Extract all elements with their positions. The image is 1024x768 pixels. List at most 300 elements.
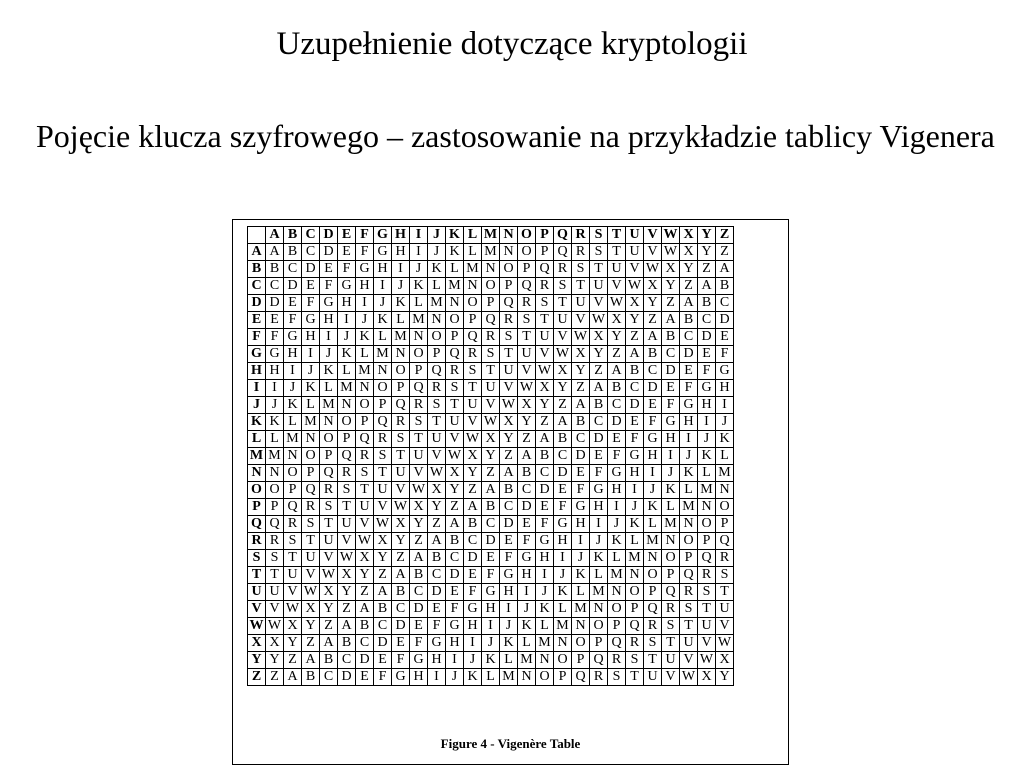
table-cell: N [320,414,338,431]
table-cell: N [302,431,320,448]
table-cell: X [644,278,662,295]
table-cell: C [482,516,500,533]
table-cell: N [410,329,428,346]
table-cell: G [374,244,392,261]
table-cell: S [554,278,572,295]
table-cell: L [392,312,410,329]
table-cell: B [608,380,626,397]
table-cell: J [626,499,644,516]
table-cell: S [302,516,320,533]
table-cell: I [464,635,482,652]
table-cell: V [284,584,302,601]
table-cell: K [266,414,284,431]
table-cell: A [464,499,482,516]
table-cell: W [662,244,680,261]
table-cell: J [284,380,302,397]
row-header-cell: D [248,295,266,312]
table-cell: R [662,601,680,618]
table-cell: W [518,380,536,397]
table-cell: U [428,431,446,448]
table-cell: T [428,414,446,431]
table-cell: G [446,618,464,635]
table-cell: I [644,465,662,482]
table-cell: I [554,550,572,567]
table-cell: P [572,652,590,669]
table-cell: L [356,346,374,363]
table-cell: S [374,448,392,465]
table-cell: C [698,312,716,329]
table-cell: W [536,363,554,380]
table-cell: J [590,533,608,550]
table-cell: M [266,448,284,465]
table-cell: V [626,261,644,278]
table-cell: X [554,363,572,380]
table-cell: K [284,397,302,414]
table-cell: L [626,533,644,550]
table-cell: O [392,363,410,380]
table-cell: S [266,550,284,567]
table-cell: N [608,584,626,601]
row-header-cell: P [248,499,266,516]
table-cell: Y [266,652,284,669]
table-cell: L [374,329,392,346]
slide-subtitle: Pojęcie klucza szyfrowego – zastosowanie na przykładzie tablicy Vigenera [36,118,995,154]
table-cell: W [302,584,320,601]
table-cell: F [320,278,338,295]
column-header-cell: U [626,227,644,244]
column-header-cell: B [284,227,302,244]
table-cell: G [464,601,482,618]
table-row [248,584,734,601]
table-cell: T [320,516,338,533]
table-cell: C [320,669,338,686]
table-cell: S [338,482,356,499]
table-cell: K [428,261,446,278]
table-cell: B [392,584,410,601]
table-cell: S [644,635,662,652]
table-cell: U [608,261,626,278]
table-cell: L [680,482,698,499]
table-cell: R [392,414,410,431]
table-row [248,397,734,414]
table-cell: S [716,567,734,584]
table-cell: J [554,567,572,584]
table-cell: C [410,584,428,601]
table-cell: X [500,414,518,431]
table-cell: J [428,244,446,261]
table-cell: K [302,380,320,397]
table-cell: W [284,601,302,618]
table-cell: E [572,465,590,482]
table-cell: S [446,380,464,397]
table-cell: R [644,618,662,635]
table-cell: V [716,618,734,635]
table-cell: T [374,465,392,482]
table-cell: B [446,533,464,550]
table-cell: Q [374,414,392,431]
table-cell: W [590,312,608,329]
table-cell: A [374,584,392,601]
table-cell: N [644,550,662,567]
table-cell: V [428,448,446,465]
table-cell: X [284,618,302,635]
table-cell: F [626,431,644,448]
table-cell: K [374,312,392,329]
table-cell: M [572,601,590,618]
table-cell: K [446,244,464,261]
table-cell: U [266,584,284,601]
table-cell: R [266,533,284,550]
table-cell: U [410,448,428,465]
table-cell: Q [554,244,572,261]
row-header-cell: U [248,584,266,601]
row-header-cell: S [248,550,266,567]
table-cell: I [266,380,284,397]
table-cell: S [284,533,302,550]
table-cell: L [590,567,608,584]
table-cell: Q [392,397,410,414]
table-cell: X [338,567,356,584]
table-cell: R [338,465,356,482]
table-cell: E [536,499,554,516]
table-cell: T [482,363,500,380]
table-cell: Y [608,329,626,346]
table-cell: E [428,601,446,618]
table-cell: S [392,431,410,448]
table-cell: F [446,601,464,618]
table-cell: Q [320,465,338,482]
table-row [248,550,734,567]
table-cell: V [266,601,284,618]
table-cell: S [680,601,698,618]
table-cell: R [500,312,518,329]
table-cell: K [482,652,500,669]
table-cell: P [284,482,302,499]
table-cell: M [392,329,410,346]
table-cell: Y [338,584,356,601]
table-cell: Z [554,397,572,414]
table-cell: T [518,329,536,346]
table-cell: G [644,431,662,448]
table-cell: L [446,261,464,278]
table-cell: V [572,312,590,329]
table-cell: O [716,499,734,516]
table-cell: I [356,295,374,312]
table-cell: B [266,261,284,278]
table-cell: E [464,567,482,584]
table-cell: C [392,601,410,618]
table-cell: Q [536,261,554,278]
table-cell: L [572,584,590,601]
table-cell: F [500,550,518,567]
table-cell: O [644,567,662,584]
table-cell: T [716,584,734,601]
table-cell: W [716,635,734,652]
table-cell: G [716,363,734,380]
table-cell: M [428,295,446,312]
table-cell: J [662,465,680,482]
table-cell: W [428,465,446,482]
table-cell: I [536,567,554,584]
table-cell: G [338,278,356,295]
table-cell: F [284,312,302,329]
table-cell: K [662,482,680,499]
table-cell: L [482,669,500,686]
table-cell: N [680,516,698,533]
row-header-cell: X [248,635,266,652]
table-cell: L [644,516,662,533]
table-cell: N [536,652,554,669]
table-cell: R [464,346,482,363]
table-cell: J [266,397,284,414]
table-cell: C [464,533,482,550]
table-cell: G [590,482,608,499]
table-cell: A [626,346,644,363]
table-cell: H [410,669,428,686]
table-row [248,414,734,431]
column-header-cell: O [518,227,536,244]
table-cell: M [410,312,428,329]
table-cell: N [482,261,500,278]
table-cell: I [446,652,464,669]
table-cell: G [410,652,428,669]
table-row [248,346,734,363]
table-cell: Q [590,652,608,669]
table-cell: C [518,482,536,499]
table-cell: D [644,380,662,397]
table-cell: W [266,618,284,635]
table-cell: D [572,448,590,465]
table-cell: P [392,380,410,397]
slide-title: Uzupełnienie dotyczące kryptologii [276,26,748,62]
table-cell: R [482,329,500,346]
table-row [248,652,734,669]
table-cell: D [338,669,356,686]
table-cell: Y [428,499,446,516]
table-cell: P [644,584,662,601]
table-cell: P [320,448,338,465]
table-cell: P [338,431,356,448]
table-cell: Z [608,346,626,363]
table-cell: V [374,499,392,516]
table-cell: T [410,431,428,448]
table-cell: R [428,380,446,397]
table-cell: Q [428,363,446,380]
table-cell: P [302,465,320,482]
table-cell: V [338,533,356,550]
table-cell: C [554,448,572,465]
table-cell: F [266,329,284,346]
table-cell: D [356,652,374,669]
table-cell: D [500,516,518,533]
column-header-cell: A [266,227,284,244]
table-cell: J [464,652,482,669]
table-cell: H [680,414,698,431]
table-cell: P [590,635,608,652]
table-cell: Z [266,669,284,686]
table-cell: O [536,669,554,686]
table-cell: R [608,652,626,669]
table-cell: I [302,346,320,363]
table-cell: B [536,448,554,465]
table-cell: N [446,295,464,312]
table-cell: D [464,550,482,567]
table-row [248,312,734,329]
table-cell: Z [338,601,356,618]
table-cell: G [482,584,500,601]
table-cell: O [464,295,482,312]
table-cell: G [500,567,518,584]
table-cell: E [374,652,392,669]
table-cell: U [356,499,374,516]
table-cell: A [536,431,554,448]
table-cell: E [626,414,644,431]
table-cell: Y [662,278,680,295]
table-row [248,278,734,295]
table-cell: L [518,635,536,652]
table-cell: O [266,482,284,499]
table-cell: B [698,295,716,312]
row-header-cell: V [248,601,266,618]
table-cell: R [446,363,464,380]
table-cell: G [572,499,590,516]
table-cell: K [554,584,572,601]
table-cell: B [644,346,662,363]
table-cell: A [680,295,698,312]
table-row [248,567,734,584]
table-cell: H [518,567,536,584]
table-cell: V [482,397,500,414]
table-cell: T [356,482,374,499]
row-header-cell: E [248,312,266,329]
table-cell: B [302,669,320,686]
table-cell: I [626,482,644,499]
table-cell: E [446,584,464,601]
table-cell: I [572,533,590,550]
table-cell: S [698,584,716,601]
table-cell: K [698,448,716,465]
table-cell: L [536,618,554,635]
table-cell: N [266,465,284,482]
table-cell: M [626,550,644,567]
table-cell: B [356,618,374,635]
table-row [248,380,734,397]
column-header-cell: H [392,227,410,244]
table-cell: N [284,448,302,465]
table-cell: H [338,295,356,312]
table-cell: O [518,244,536,261]
table-cell: M [554,618,572,635]
table-cell: Q [500,295,518,312]
table-cell: A [320,635,338,652]
table-cell: Y [392,533,410,550]
table-row [248,431,734,448]
table-cell: B [662,329,680,346]
table-cell: M [338,380,356,397]
table-cell: Z [680,278,698,295]
table-cell: P [698,533,716,550]
table-cell: V [680,652,698,669]
table-cell: A [482,482,500,499]
table-cell: P [536,244,554,261]
table-cell: Q [662,584,680,601]
table-cell: W [392,499,410,516]
table-cell: J [608,516,626,533]
table-cell: U [644,669,662,686]
table-cell: V [554,329,572,346]
table-cell: X [446,465,464,482]
table-cell: M [536,635,554,652]
table-cell: S [464,363,482,380]
table-cell: E [500,533,518,550]
table-cell: X [626,295,644,312]
table-cell: E [392,635,410,652]
table-cell: B [464,516,482,533]
table-cell: Z [536,414,554,431]
table-cell: Q [644,601,662,618]
table-cell: A [266,244,284,261]
table-cell: H [554,533,572,550]
table-cell: C [608,397,626,414]
table-row [248,261,734,278]
table-cell: D [302,261,320,278]
table-cell: F [698,363,716,380]
table-cell: C [446,550,464,567]
table-cell: D [446,567,464,584]
table-cell: Y [626,312,644,329]
table-cell: Y [284,635,302,652]
table-cell: T [698,601,716,618]
table-cell: X [374,533,392,550]
table-cell: C [266,278,284,295]
table-cell: T [626,669,644,686]
table-cell: D [590,431,608,448]
table-cell: Z [500,448,518,465]
table-cell: O [608,601,626,618]
table-cell: I [518,584,536,601]
table-cell: A [554,414,572,431]
table-cell: H [662,431,680,448]
table-cell: V [698,635,716,652]
table-cell: S [608,669,626,686]
table-cell: Z [356,584,374,601]
table-cell: O [500,261,518,278]
table-cell: W [410,482,428,499]
row-header-cell: G [248,346,266,363]
table-cell: S [572,261,590,278]
table-cell: S [482,346,500,363]
table-cell: L [284,414,302,431]
table-cell: Y [680,261,698,278]
table-cell: P [608,618,626,635]
table-cell: P [410,363,428,380]
table-cell: Q [266,516,284,533]
table-cell: X [680,244,698,261]
table-cell: Y [644,295,662,312]
table-cell: J [374,295,392,312]
table-cell: B [500,482,518,499]
table-cell: A [284,669,302,686]
table-cell: B [680,312,698,329]
table-cell: D [374,635,392,652]
table-cell: C [284,261,302,278]
table-cell: T [536,312,554,329]
table-cell: H [320,312,338,329]
table-cell: L [500,652,518,669]
table-cell: B [320,652,338,669]
table-cell: O [680,533,698,550]
table-cell: E [518,516,536,533]
